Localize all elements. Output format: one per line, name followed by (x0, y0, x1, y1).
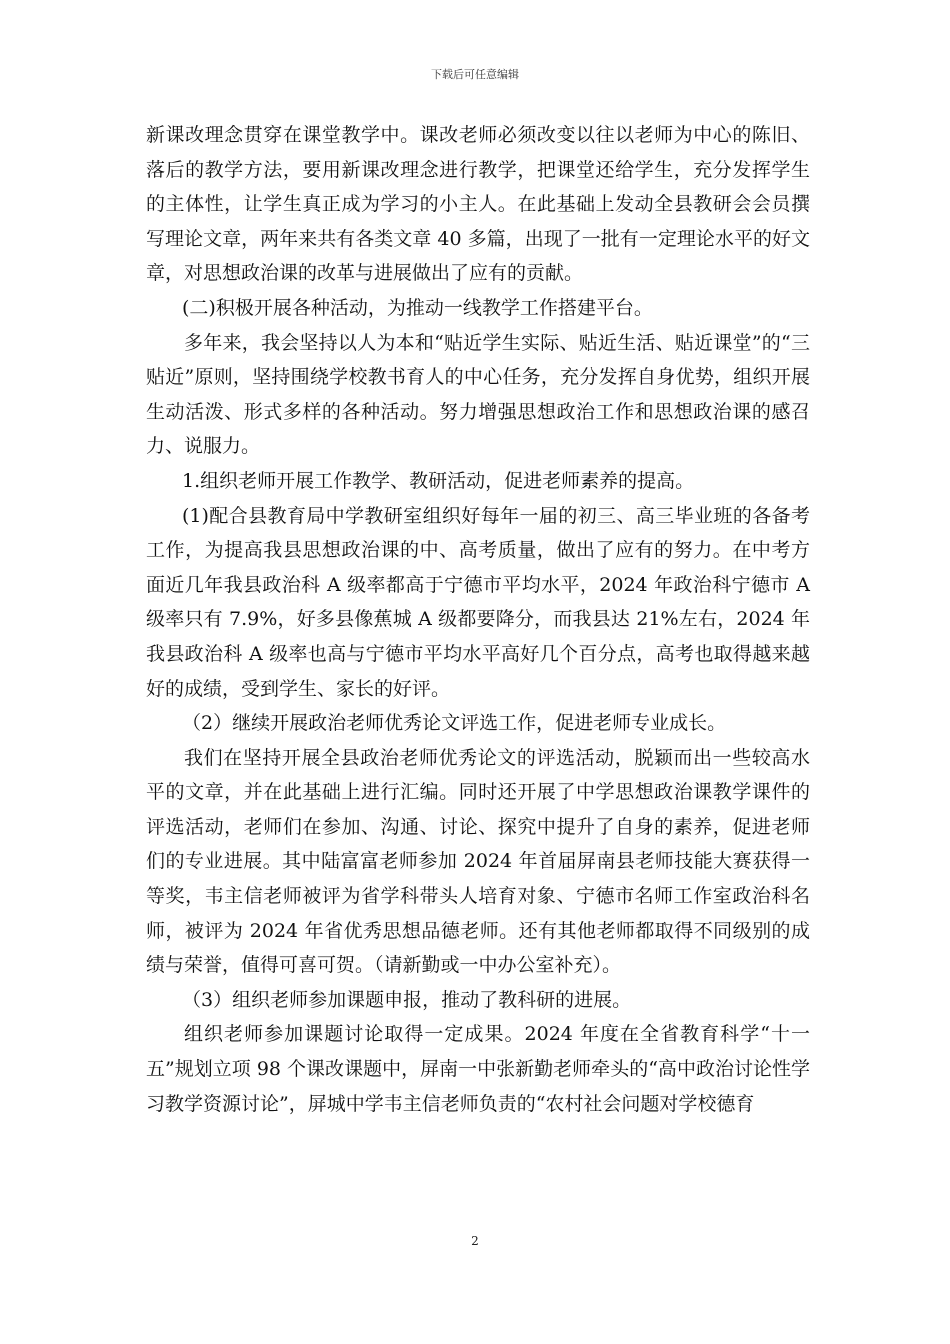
list-item-3-heading: （3）组织老师参加课题申报，推动了教科研的进展。 (182, 988, 632, 1011)
section-heading-2: (二)积极开展各种活动，为推动一线教学工作搭建平台。 (182, 296, 653, 319)
paragraph-continuation: 新课改理念贯穿在课堂教学中。课改老师必须改变以往以老师为中心的陈旧、落后的教学方法，要用新课改理念进行教学，把课堂还给学生，充分发挥学生的主体性，让学生真正成为学习的小主人。在此基础上发动全县教研会会员撰写理论文章，两年来共有各类文章 40 多篇，出现了一批有一定理论水平的好文章，对思想政治课的改革与进展做出了应有的贡献。 (146, 124, 810, 285)
list-item-2-heading: （2）继续开展政治老师优秀论文评选工作，促进老师专业成长。 (182, 712, 727, 735)
paragraph: 多年来，我会坚持以人为本和“贴近学生实际、贴近生活、贴近课堂”的“三贴近”原则，坚持围绕学校教书育人的中心任务，充分发挥自身优势，组织开展生动活泼、形式多样的各种活动。努力增强思想政治工作和思想政治课的感召力、说服力。 (146, 331, 810, 458)
page-header: 下载后可任意编辑 (431, 68, 519, 81)
list-item-1: (1)配合县教育局中学教研室组织好每年一届的初三、高三毕业班的各备考工作，为提高我县思想政治课的中、高考质量，做出了应有的努力。在中考方面近几年我县政治科 A 级率都高于宁德市平均水平，2024 年政治科宁德市 A 级率只有 7.9%，好多县像蕉城 A 级都要降分，而我县达 21%左右，2024 年我县政治科 A 级率也高与宁德市平均水平高好几个百分点，高考也取得越来越好的成绩，受到学生、家长的好评。 (146, 504, 810, 700)
paragraph: 组织老师参加课题讨论取得一定成果。2024 年度在全省教育科学“十一五”规划立项 98 个课改课题中，屏南一中张新勤老师牵头的“高中政治讨论性学习教学资源讨论”，屏城中学韦主信老师负责的“农村社会问题对学校德育 (146, 1023, 810, 1115)
document-body (146, 118, 810, 1121)
paragraph: 我们在坚持开展全县政治老师优秀论文的评选活动，脱颖而出一些较高水平的文章，并在此基础上进行汇编。同时还开展了中学思想政治课教学课件的评选活动，老师们在参加、沟通、讨论、探究中提升了自身的素养，促进老师们的专业进展。其中陆富富老师参加 2024 年首届屏南县老师技能大赛获得一等奖，韦主信老师被评为省学科带头人培育对象、宁德市名师工作室政治科名师，被评为 2024 年省优秀思想品德老师。还有其他老师都取得不同级别的成绩与荣誉，值得可喜可贺。（请新勤或一中办公室补充）。 (146, 746, 810, 977)
page-number: 2 (471, 1234, 479, 1248)
subsection-heading-1: 1.组织老师开展工作教学、教研活动，促进老师素养的提高。 (182, 469, 695, 492)
